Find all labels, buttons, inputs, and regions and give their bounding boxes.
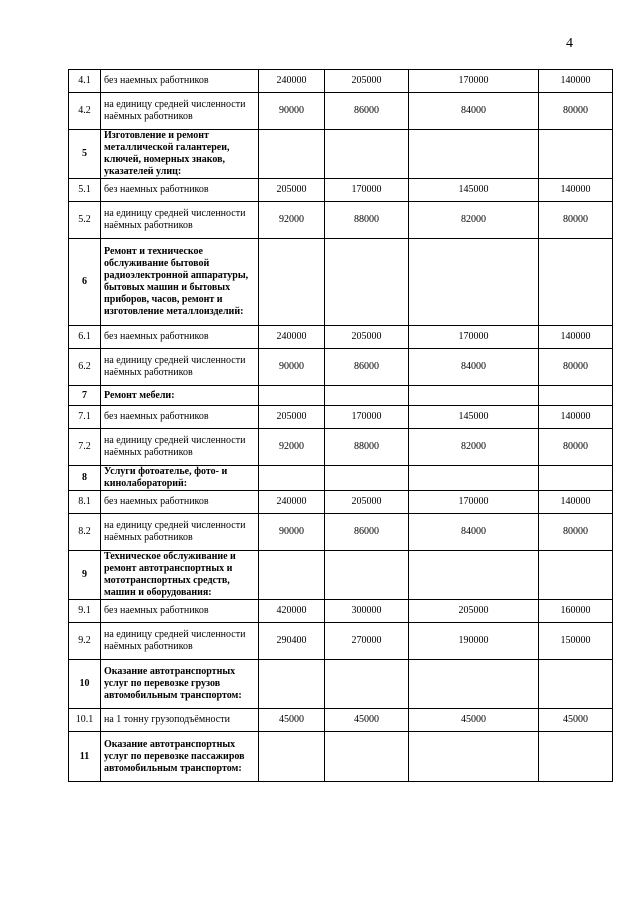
value-cell-3 (409, 732, 539, 782)
row-number: 5.1 (69, 179, 101, 202)
row-number: 11 (69, 732, 101, 782)
row-description: на 1 тонну грузоподъёмности (101, 709, 259, 732)
value-cell-1: 290400 (259, 623, 325, 660)
value-cell-1: 90000 (259, 349, 325, 386)
table-row (69, 93, 613, 130)
row-description: без наемных работников (101, 491, 259, 514)
value-cell-4 (539, 660, 613, 709)
table-row (69, 466, 613, 491)
table-row (69, 179, 613, 202)
value-cell-3 (409, 660, 539, 709)
row-number: 9.2 (69, 623, 101, 660)
value-cell-3 (409, 386, 539, 406)
value-cell-4 (539, 551, 613, 600)
value-cell-4: 140000 (539, 326, 613, 349)
value-cell-2: 170000 (325, 406, 409, 429)
row-description: на единицу средней численности наёмных работников (101, 93, 259, 130)
row-number: 4.1 (69, 70, 101, 93)
value-cell-1: 240000 (259, 326, 325, 349)
value-cell-4: 140000 (539, 179, 613, 202)
value-cell-2: 88000 (325, 429, 409, 466)
value-cell-1: 92000 (259, 202, 325, 239)
table-row (69, 732, 613, 782)
value-cell-4 (539, 732, 613, 782)
table-row (69, 326, 613, 349)
value-cell-4: 80000 (539, 202, 613, 239)
row-number: 6 (69, 239, 101, 326)
value-cell-2: 300000 (325, 600, 409, 623)
row-number: 5.2 (69, 202, 101, 239)
table-row (69, 386, 613, 406)
row-number: 10 (69, 660, 101, 709)
value-cell-2: 86000 (325, 349, 409, 386)
row-number: 7 (69, 386, 101, 406)
row-number: 8.2 (69, 514, 101, 551)
value-cell-2 (325, 551, 409, 600)
value-cell-3 (409, 239, 539, 326)
row-number: 7.1 (69, 406, 101, 429)
row-description: без наемных работников (101, 70, 259, 93)
table-row (69, 623, 613, 660)
value-cell-4: 45000 (539, 709, 613, 732)
row-description: на единицу средней численности наёмных работников (101, 623, 259, 660)
row-description: на единицу средней численности наёмных работников (101, 349, 259, 386)
tariff-table-body (69, 70, 613, 782)
value-cell-2 (325, 239, 409, 326)
value-cell-3 (409, 130, 539, 179)
value-cell-1 (259, 386, 325, 406)
row-description: Техническое обслуживание и ремонт автотранспортных и мототранспортных средств, машин и оборудования: (101, 551, 259, 600)
value-cell-3: 45000 (409, 709, 539, 732)
value-cell-2: 270000 (325, 623, 409, 660)
value-cell-2: 45000 (325, 709, 409, 732)
value-cell-3: 82000 (409, 202, 539, 239)
value-cell-4 (539, 386, 613, 406)
value-cell-1: 90000 (259, 93, 325, 130)
value-cell-4: 140000 (539, 491, 613, 514)
value-cell-2 (325, 466, 409, 491)
value-cell-1 (259, 551, 325, 600)
value-cell-3: 145000 (409, 179, 539, 202)
value-cell-4: 80000 (539, 93, 613, 130)
value-cell-3: 170000 (409, 491, 539, 514)
value-cell-4: 140000 (539, 406, 613, 429)
value-cell-1: 205000 (259, 406, 325, 429)
value-cell-2 (325, 732, 409, 782)
row-description: на единицу средней численности наёмных работников (101, 514, 259, 551)
value-cell-1: 45000 (259, 709, 325, 732)
row-description: Ремонт мебели: (101, 386, 259, 406)
table-row (69, 130, 613, 179)
value-cell-2: 170000 (325, 179, 409, 202)
value-cell-1: 92000 (259, 429, 325, 466)
value-cell-2: 205000 (325, 326, 409, 349)
row-description: без наемных работников (101, 326, 259, 349)
row-number: 4.2 (69, 93, 101, 130)
value-cell-3: 84000 (409, 93, 539, 130)
value-cell-3: 170000 (409, 326, 539, 349)
table-row (69, 202, 613, 239)
value-cell-2 (325, 660, 409, 709)
value-cell-3: 82000 (409, 429, 539, 466)
row-number: 10.1 (69, 709, 101, 732)
table-row (69, 429, 613, 466)
value-cell-3: 205000 (409, 600, 539, 623)
value-cell-3: 145000 (409, 406, 539, 429)
value-cell-4 (539, 239, 613, 326)
row-number: 9 (69, 551, 101, 600)
row-description: без наемных работников (101, 179, 259, 202)
row-description: без наемных работников (101, 600, 259, 623)
row-description: Оказание автотранспортных услуг по перевозке пассажиров автомобильным транспортом: (101, 732, 259, 782)
value-cell-3: 170000 (409, 70, 539, 93)
page-number: 4 (566, 36, 573, 51)
value-cell-1: 240000 (259, 70, 325, 93)
value-cell-4: 80000 (539, 349, 613, 386)
table-row (69, 660, 613, 709)
table-row (69, 514, 613, 551)
value-cell-1: 90000 (259, 514, 325, 551)
table-row (69, 239, 613, 326)
value-cell-1 (259, 660, 325, 709)
value-cell-3 (409, 466, 539, 491)
value-cell-1: 240000 (259, 491, 325, 514)
value-cell-1 (259, 466, 325, 491)
value-cell-2: 86000 (325, 93, 409, 130)
row-number: 5 (69, 130, 101, 179)
value-cell-1: 420000 (259, 600, 325, 623)
value-cell-4: 160000 (539, 600, 613, 623)
value-cell-4: 80000 (539, 514, 613, 551)
table-row (69, 600, 613, 623)
value-cell-1: 205000 (259, 179, 325, 202)
value-cell-4: 80000 (539, 429, 613, 466)
value-cell-4 (539, 130, 613, 179)
value-cell-2: 205000 (325, 491, 409, 514)
table-row (69, 491, 613, 514)
value-cell-4: 150000 (539, 623, 613, 660)
table-row (69, 551, 613, 600)
row-description: Оказание автотранспортных услуг по перевозке грузов автомобильным транспортом: (101, 660, 259, 709)
row-description: на единицу средней численности наёмных работников (101, 429, 259, 466)
row-description: без наемных работников (101, 406, 259, 429)
tariff-table (68, 69, 613, 782)
row-description: на единицу средней численности наёмных работников (101, 202, 259, 239)
value-cell-2: 86000 (325, 514, 409, 551)
value-cell-2 (325, 386, 409, 406)
value-cell-3: 190000 (409, 623, 539, 660)
row-number: 6.1 (69, 326, 101, 349)
value-cell-3: 84000 (409, 349, 539, 386)
row-number: 9.1 (69, 600, 101, 623)
value-cell-2: 88000 (325, 202, 409, 239)
row-description: Изготовление и ремонт металлической галантереи, ключей, номерных знаков, указателей улиц: (101, 130, 259, 179)
table-row (69, 349, 613, 386)
row-description: Ремонт и техническое обслуживание бытовой радиоэлектронной аппаратуры, бытовых машин и бытовых приборов, часов, ремонт и изготовление металлоизделий: (101, 239, 259, 326)
row-number: 8.1 (69, 491, 101, 514)
value-cell-4: 140000 (539, 70, 613, 93)
value-cell-1 (259, 239, 325, 326)
row-number: 6.2 (69, 349, 101, 386)
row-number: 7.2 (69, 429, 101, 466)
row-description: Услуги фотоателье, фото- и кинолабораторий: (101, 466, 259, 491)
table-row (69, 709, 613, 732)
value-cell-3 (409, 551, 539, 600)
table-row (69, 406, 613, 429)
value-cell-2: 205000 (325, 70, 409, 93)
row-number: 8 (69, 466, 101, 491)
value-cell-3: 84000 (409, 514, 539, 551)
value-cell-1 (259, 130, 325, 179)
value-cell-1 (259, 732, 325, 782)
value-cell-2 (325, 130, 409, 179)
table-row (69, 70, 613, 93)
value-cell-4 (539, 466, 613, 491)
